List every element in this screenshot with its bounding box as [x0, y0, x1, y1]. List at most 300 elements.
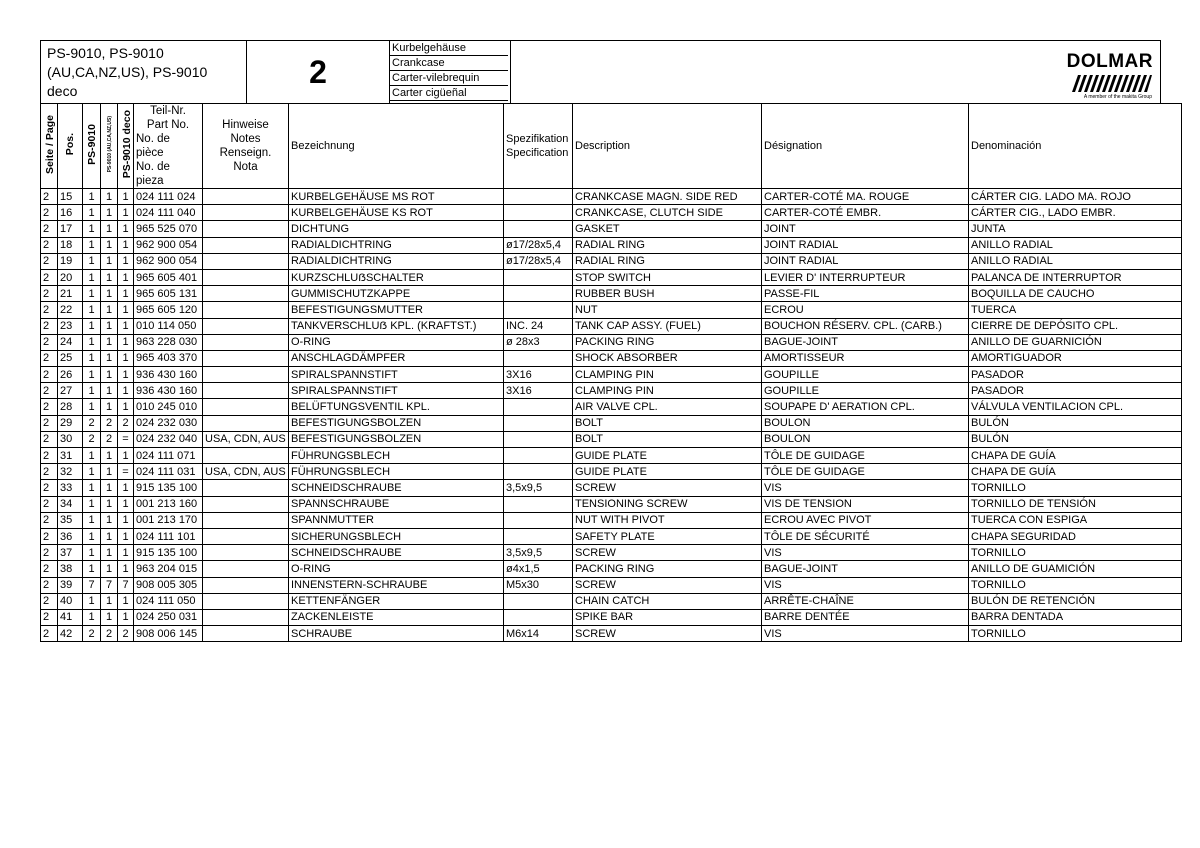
cell-spec	[504, 399, 573, 415]
cell-pos: 33	[58, 480, 83, 496]
cell-page: 2	[41, 415, 58, 431]
cell-page: 2	[41, 253, 58, 269]
cell-bezeichnung: RADIALDICHTRING	[289, 237, 504, 253]
cell-notes	[203, 318, 289, 334]
cell-spec: 3,5x9,5	[504, 545, 573, 561]
cell-qty-ps9010-deco: 1	[118, 512, 134, 528]
cell-notes	[203, 626, 289, 642]
cell-notes: USA, CDN, AUS	[203, 464, 289, 480]
parts-sheet	[40, 40, 1161, 642]
cell-qty-ps9010-us: 1	[101, 205, 118, 221]
cell-denominacion: CHAPA DE GUÍA	[969, 464, 1182, 480]
cell-qty-ps9010-deco: 1	[118, 448, 134, 464]
cell-description: PACKING RING	[573, 334, 762, 350]
cell-page: 2	[41, 480, 58, 496]
cell-denominacion: TORNILLO	[969, 626, 1182, 642]
cell-qty-ps9010: 1	[83, 334, 101, 350]
cell-qty-ps9010-us: 1	[101, 302, 118, 318]
cell-pos: 24	[58, 334, 83, 350]
cell-description: CLAMPING PIN	[573, 383, 762, 399]
table-row	[41, 609, 1182, 625]
cell-designation: TÔLE DE GUIDAGE	[762, 448, 969, 464]
cell-qty-ps9010: 1	[83, 464, 101, 480]
cell-spec	[504, 221, 573, 237]
table-row	[41, 253, 1182, 269]
cell-denominacion: TORNILLO DE TENSIÓN	[969, 496, 1182, 512]
cell-bezeichnung: BEFESTIGUNGSBOLZEN	[289, 431, 504, 447]
cell-qty-ps9010-us: 1	[101, 221, 118, 237]
cell-qty-ps9010: 1	[83, 189, 101, 205]
cell-page: 2	[41, 334, 58, 350]
cell-description: GASKET	[573, 221, 762, 237]
cell-qty-ps9010-deco: 1	[118, 302, 134, 318]
cell-denominacion: BULÓN DE RETENCIÓN	[969, 593, 1182, 609]
cell-page: 2	[41, 318, 58, 334]
cell-spec: M5x30	[504, 577, 573, 593]
cell-qty-ps9010-deco: 1	[118, 593, 134, 609]
cell-qty-ps9010-us: 1	[101, 383, 118, 399]
cell-part-no: 962 900 054	[134, 253, 203, 269]
cell-pos: 26	[58, 367, 83, 383]
table-row	[41, 286, 1182, 302]
cell-qty-ps9010: 1	[83, 221, 101, 237]
cell-designation: JOINT	[762, 221, 969, 237]
cell-qty-ps9010-us: 1	[101, 399, 118, 415]
cell-qty-ps9010: 1	[83, 528, 101, 544]
cell-notes	[203, 561, 289, 577]
table-row	[41, 205, 1182, 221]
cell-description: TENSIONING SCREW	[573, 496, 762, 512]
cell-qty-ps9010-us: 2	[101, 626, 118, 642]
table-row	[41, 367, 1182, 383]
cell-qty-ps9010: 7	[83, 577, 101, 593]
cell-spec: ø17/28x5,4	[504, 237, 573, 253]
cell-designation: CARTER-COTÉ MA. ROUGE	[762, 189, 969, 205]
cell-qty-ps9010: 1	[83, 367, 101, 383]
cell-qty-ps9010-us: 1	[101, 480, 118, 496]
cell-designation: ARRÊTE-CHAÎNE	[762, 593, 969, 609]
cell-spec	[504, 302, 573, 318]
cell-part-no: 915 135 100	[134, 545, 203, 561]
cell-pos: 41	[58, 609, 83, 625]
cell-bezeichnung: TANKVERSCHLUẞ KPL. (KRAFTST.)	[289, 318, 504, 334]
cell-qty-ps9010-deco: 1	[118, 237, 134, 253]
table-row	[41, 512, 1182, 528]
cell-qty-ps9010: 2	[83, 415, 101, 431]
cell-qty-ps9010-deco: 1	[118, 480, 134, 496]
cell-page: 2	[41, 205, 58, 221]
cell-designation: ECROU	[762, 302, 969, 318]
cell-notes	[203, 189, 289, 205]
cell-qty-ps9010: 2	[83, 626, 101, 642]
cell-notes	[203, 253, 289, 269]
cell-bezeichnung: SPIRALSPANNSTIFT	[289, 383, 504, 399]
cell-spec	[504, 528, 573, 544]
cell-designation: VIS DE TENSION	[762, 496, 969, 512]
logo-tagline: A member of the makita Group	[1083, 94, 1152, 100]
cell-qty-ps9010-us: 1	[101, 448, 118, 464]
cell-qty-ps9010-deco: 2	[118, 626, 134, 642]
cell-bezeichnung: KURBELGEHÄUSE KS ROT	[289, 205, 504, 221]
table-row	[41, 318, 1182, 334]
cell-page: 2	[41, 350, 58, 366]
cell-page: 2	[41, 367, 58, 383]
cell-description: SHOCK ABSORBER	[573, 350, 762, 366]
cell-part-no: 965 403 370	[134, 350, 203, 366]
cell-designation: BAGUE-JOINT	[762, 561, 969, 577]
cell-qty-ps9010-deco: 1	[118, 561, 134, 577]
cell-designation: VIS	[762, 545, 969, 561]
cell-pos: 30	[58, 431, 83, 447]
cell-qty-ps9010-deco: 1	[118, 350, 134, 366]
cell-qty-ps9010-us: 1	[101, 512, 118, 528]
cell-description: RADIAL RING	[573, 253, 762, 269]
cell-notes	[203, 448, 289, 464]
table-row	[41, 464, 1182, 480]
cell-notes	[203, 577, 289, 593]
cell-denominacion: AMORTIGUADOR	[969, 350, 1182, 366]
cell-part-no: 024 111 071	[134, 448, 203, 464]
table-row	[41, 237, 1182, 253]
cell-denominacion: CÁRTER CIG., LADO EMBR.	[969, 205, 1182, 221]
table-row	[41, 593, 1182, 609]
cell-designation: VIS	[762, 480, 969, 496]
cell-designation: BARRE DENTÉE	[762, 609, 969, 625]
cell-qty-ps9010: 1	[83, 480, 101, 496]
cell-page: 2	[41, 545, 58, 561]
cell-part-no: 001 213 160	[134, 496, 203, 512]
cell-spec: ø 28x3	[504, 334, 573, 350]
cell-part-no: 024 111 024	[134, 189, 203, 205]
table-row	[41, 415, 1182, 431]
cell-page: 2	[41, 383, 58, 399]
cell-bezeichnung: GUMMISCHUTZKAPPE	[289, 286, 504, 302]
table-row	[41, 269, 1182, 285]
cell-qty-ps9010-us: 1	[101, 464, 118, 480]
cell-qty-ps9010-us: 1	[101, 367, 118, 383]
cell-part-no: 908 006 145	[134, 626, 203, 642]
cell-spec	[504, 415, 573, 431]
cell-pos: 37	[58, 545, 83, 561]
cell-bezeichnung: KURZSCHLUẞSCHALTER	[289, 269, 504, 285]
cell-part-no: 908 005 305	[134, 577, 203, 593]
cell-page: 2	[41, 528, 58, 544]
cell-denominacion: PASADOR	[969, 367, 1182, 383]
cell-denominacion: BARRA DENTADA	[969, 609, 1182, 625]
cell-description: RADIAL RING	[573, 237, 762, 253]
cell-page: 2	[41, 237, 58, 253]
cell-spec	[504, 593, 573, 609]
cell-qty-ps9010-us: 2	[101, 415, 118, 431]
cell-denominacion: CHAPA SEGURIDAD	[969, 528, 1182, 544]
cell-bezeichnung: KETTENFÄNGER	[289, 593, 504, 609]
cell-notes	[203, 205, 289, 221]
table-row	[41, 302, 1182, 318]
cell-bezeichnung: ZACKENLEISTE	[289, 609, 504, 625]
cell-qty-ps9010: 1	[83, 237, 101, 253]
col-pos: Pos.	[58, 104, 83, 189]
cell-designation: BOULON	[762, 431, 969, 447]
cell-description: CRANKCASE MAGN. SIDE RED	[573, 189, 762, 205]
cell-page: 2	[41, 431, 58, 447]
col-ps9010-deco: PS-9010 deco	[118, 104, 134, 189]
cell-page: 2	[41, 302, 58, 318]
cell-qty-ps9010-deco: 1	[118, 318, 134, 334]
cell-description: RUBBER BUSH	[573, 286, 762, 302]
cell-description: GUIDE PLATE	[573, 464, 762, 480]
table-row	[41, 577, 1182, 593]
cell-description: CRANKCASE, CLUTCH SIDE	[573, 205, 762, 221]
cell-notes	[203, 286, 289, 302]
table-row	[41, 545, 1182, 561]
cell-part-no: 965 605 131	[134, 286, 203, 302]
cell-part-no: 010 245 010	[134, 399, 203, 415]
cell-denominacion: ANILLO RADIAL	[969, 237, 1182, 253]
cell-notes	[203, 367, 289, 383]
model-line-1: PS-9010, PS-9010	[47, 45, 164, 61]
model-line-3: deco	[47, 83, 78, 99]
col-part-no: Teil-Nr. Part No. No. de pièce No. de pieza	[134, 104, 203, 189]
cell-qty-ps9010-deco: 1	[118, 545, 134, 561]
model-title	[41, 41, 247, 103]
cell-denominacion: CHAPA DE GUÍA	[969, 448, 1182, 464]
cell-designation: JOINT RADIAL	[762, 253, 969, 269]
cell-part-no: 001 213 170	[134, 512, 203, 528]
cell-designation: LEVIER D' INTERRUPTEUR	[762, 269, 969, 285]
cell-page: 2	[41, 269, 58, 285]
cell-description: BOLT	[573, 415, 762, 431]
cell-description: PACKING RING	[573, 561, 762, 577]
cell-notes	[203, 269, 289, 285]
cell-part-no: 936 430 160	[134, 383, 203, 399]
col-description: Description	[573, 104, 762, 189]
cell-notes	[203, 545, 289, 561]
cell-qty-ps9010-deco: 1	[118, 269, 134, 285]
cell-part-no: 010 114 050	[134, 318, 203, 334]
cell-spec: INC. 24	[504, 318, 573, 334]
cell-pos: 29	[58, 415, 83, 431]
cell-qty-ps9010-us: 1	[101, 609, 118, 625]
cell-denominacion: JUNTA	[969, 221, 1182, 237]
cell-pos: 34	[58, 496, 83, 512]
logo-brand: DOLMAR	[1066, 51, 1153, 72]
cell-qty-ps9010-deco: 7	[118, 577, 134, 593]
cell-part-no: 915 135 100	[134, 480, 203, 496]
cell-spec	[504, 464, 573, 480]
cell-qty-ps9010-deco: =	[118, 464, 134, 480]
cell-qty-ps9010-us: 1	[101, 561, 118, 577]
cell-qty-ps9010-deco: 1	[118, 383, 134, 399]
cell-description: SCREW	[573, 577, 762, 593]
cell-designation: JOINT RADIAL	[762, 237, 969, 253]
group-titles	[390, 41, 1045, 103]
cell-qty-ps9010-deco: 1	[118, 189, 134, 205]
cell-bezeichnung: O-RING	[289, 334, 504, 350]
cell-qty-ps9010: 1	[83, 496, 101, 512]
cell-denominacion: PALANCA DE INTERRUPTOR	[969, 269, 1182, 285]
table-row	[41, 528, 1182, 544]
cell-spec	[504, 350, 573, 366]
cell-page: 2	[41, 496, 58, 512]
cell-notes	[203, 609, 289, 625]
cell-pos: 19	[58, 253, 83, 269]
cell-spec	[504, 286, 573, 302]
cell-page: 2	[41, 399, 58, 415]
cell-page: 2	[41, 561, 58, 577]
cell-page: 2	[41, 464, 58, 480]
cell-description: BOLT	[573, 431, 762, 447]
cell-part-no: 965 525 070	[134, 221, 203, 237]
cell-page: 2	[41, 626, 58, 642]
cell-qty-ps9010-deco: 1	[118, 367, 134, 383]
cell-pos: 36	[58, 528, 83, 544]
cell-notes	[203, 528, 289, 544]
cell-denominacion: CIERRE DE DEPÓSITO CPL.	[969, 318, 1182, 334]
cell-qty-ps9010-deco: 1	[118, 496, 134, 512]
cell-description: TANK CAP ASSY. (FUEL)	[573, 318, 762, 334]
cell-spec: 3X16	[504, 383, 573, 399]
cell-qty-ps9010-us: 1	[101, 269, 118, 285]
cell-bezeichnung: BEFESTIGUNGSBOLZEN	[289, 415, 504, 431]
cell-bezeichnung: FÜHRUNGSBLECH	[289, 448, 504, 464]
cell-denominacion: CÁRTER CIG. LADO MA. ROJO	[969, 189, 1182, 205]
cell-spec: 3X16	[504, 367, 573, 383]
cell-description: SCREW	[573, 545, 762, 561]
cell-qty-ps9010: 1	[83, 205, 101, 221]
col-notes: Hinweise Notes Renseign. Nota	[203, 104, 289, 189]
cell-notes	[203, 415, 289, 431]
cell-part-no: 024 232 030	[134, 415, 203, 431]
cell-description: AIR VALVE CPL.	[573, 399, 762, 415]
cell-pos: 20	[58, 269, 83, 285]
cell-bezeichnung: SCHRAUBE	[289, 626, 504, 642]
cell-qty-ps9010-us: 1	[101, 318, 118, 334]
cell-bezeichnung: SCHNEIDSCHRAUBE	[289, 545, 504, 561]
cell-description: NUT	[573, 302, 762, 318]
cell-qty-ps9010: 2	[83, 431, 101, 447]
cell-qty-ps9010: 1	[83, 399, 101, 415]
cell-qty-ps9010-deco: 1	[118, 221, 134, 237]
sheet-header	[40, 40, 1161, 103]
cell-designation: TÔLE DE GUIDAGE	[762, 464, 969, 480]
cell-spec: ø4x1,5	[504, 561, 573, 577]
cell-pos: 42	[58, 626, 83, 642]
cell-notes	[203, 237, 289, 253]
cell-designation: BOULON	[762, 415, 969, 431]
cell-qty-ps9010: 1	[83, 448, 101, 464]
cell-spec	[504, 448, 573, 464]
cell-pos: 28	[58, 399, 83, 415]
cell-qty-ps9010-us: 7	[101, 577, 118, 593]
cell-pos: 38	[58, 561, 83, 577]
cell-part-no: 963 204 015	[134, 561, 203, 577]
cell-spec	[504, 431, 573, 447]
cell-page: 2	[41, 577, 58, 593]
table-row	[41, 383, 1182, 399]
cell-pos: 31	[58, 448, 83, 464]
cell-qty-ps9010-deco: 2	[118, 415, 134, 431]
cell-notes	[203, 334, 289, 350]
cell-pos: 15	[58, 189, 83, 205]
cell-page: 2	[41, 609, 58, 625]
cell-part-no: 024 250 031	[134, 609, 203, 625]
cell-pos: 17	[58, 221, 83, 237]
cell-qty-ps9010-us: 1	[101, 189, 118, 205]
table-row	[41, 399, 1182, 415]
cell-bezeichnung: FÜHRUNGSBLECH	[289, 464, 504, 480]
cell-qty-ps9010-us: 1	[101, 237, 118, 253]
cell-bezeichnung: SPANNSCHRAUBE	[289, 496, 504, 512]
table-row	[41, 561, 1182, 577]
cell-spec: ø17/28x5,4	[504, 253, 573, 269]
cell-page: 2	[41, 221, 58, 237]
cell-part-no: 963 228 030	[134, 334, 203, 350]
cell-qty-ps9010-us: 1	[101, 545, 118, 561]
group-number: 2	[247, 41, 390, 103]
cell-denominacion: TORNILLO	[969, 480, 1182, 496]
model-line-2: (AU,CA,NZ,US), PS-9010	[47, 64, 208, 80]
cell-pos: 21	[58, 286, 83, 302]
table-row	[41, 189, 1182, 205]
cell-page: 2	[41, 189, 58, 205]
table-row	[41, 626, 1182, 642]
cell-qty-ps9010: 1	[83, 561, 101, 577]
cell-qty-ps9010: 1	[83, 350, 101, 366]
cell-qty-ps9010-deco: =	[118, 431, 134, 447]
cell-pos: 39	[58, 577, 83, 593]
cell-designation: BOUCHON RÉSERV. CPL. (CARB.)	[762, 318, 969, 334]
cell-page: 2	[41, 448, 58, 464]
cell-notes	[203, 383, 289, 399]
cell-denominacion: VÁLVULA VENTILACION CPL.	[969, 399, 1182, 415]
cell-pos: 40	[58, 593, 83, 609]
cell-spec: M6x14	[504, 626, 573, 642]
cell-designation: GOUPILLE	[762, 383, 969, 399]
table-row	[41, 221, 1182, 237]
cell-qty-ps9010-deco: 1	[118, 205, 134, 221]
cell-bezeichnung: SCHNEIDSCHRAUBE	[289, 480, 504, 496]
cell-designation: TÔLE DE SÉCURITÉ	[762, 528, 969, 544]
title-es: Carter cigüeñal	[390, 86, 508, 101]
cell-designation: VIS	[762, 626, 969, 642]
cell-part-no: 962 900 054	[134, 237, 203, 253]
col-ps9010: PS-9010	[83, 104, 101, 189]
cell-denominacion: TORNILLO	[969, 545, 1182, 561]
cell-notes	[203, 399, 289, 415]
cell-denominacion: BULÓN	[969, 431, 1182, 447]
cell-qty-ps9010-us: 1	[101, 286, 118, 302]
cell-description: SPIKE BAR	[573, 609, 762, 625]
cell-denominacion: ANILLO RADIAL	[969, 253, 1182, 269]
cell-description: SCREW	[573, 626, 762, 642]
col-denominacion: Denominación	[969, 104, 1182, 189]
cell-bezeichnung: BELÜFTUNGSVENTIL KPL.	[289, 399, 504, 415]
cell-pos: 18	[58, 237, 83, 253]
table-row	[41, 431, 1182, 447]
cell-spec	[504, 609, 573, 625]
cell-description: NUT WITH PIVOT	[573, 512, 762, 528]
cell-qty-ps9010: 1	[83, 609, 101, 625]
cell-qty-ps9010: 1	[83, 593, 101, 609]
table-row	[41, 496, 1182, 512]
cell-denominacion: ANILLO DE GUAMICIÓN	[969, 561, 1182, 577]
cell-bezeichnung: KURBELGEHÄUSE MS ROT	[289, 189, 504, 205]
cell-page: 2	[41, 286, 58, 302]
cell-part-no: 024 232 040	[134, 431, 203, 447]
cell-designation: VIS	[762, 577, 969, 593]
cell-qty-ps9010-deco: 1	[118, 609, 134, 625]
parts-table	[40, 103, 1182, 642]
